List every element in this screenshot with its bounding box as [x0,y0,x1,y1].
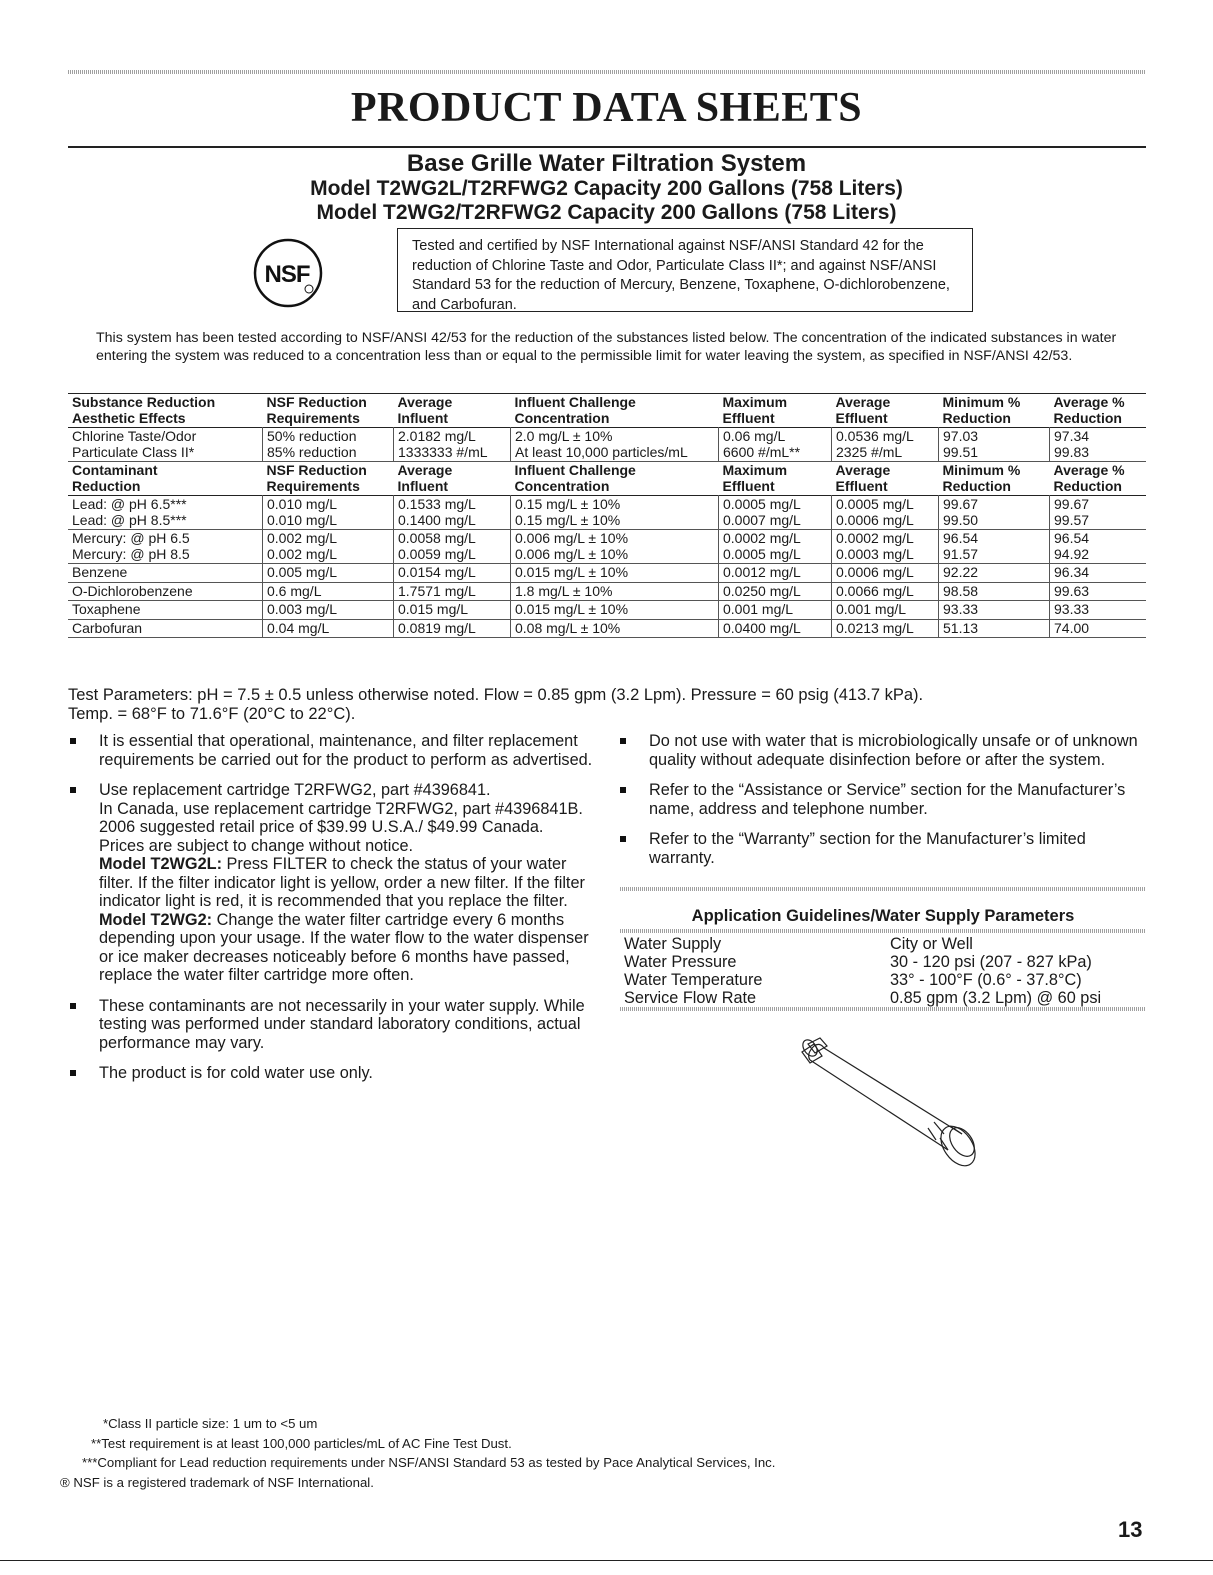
bullet-square-icon [70,1003,76,1009]
cell-line: 0.08 mg/L ± 10% [515,619,621,636]
list-item [68,781,593,985]
table-row [68,530,1146,564]
cell-line: Concentration [514,477,610,494]
model-label: Model T2WG2: [99,910,213,929]
table-cell [719,564,832,583]
table-body [68,394,1146,638]
table-cell [68,496,263,530]
bullet-text: It is essential that operational, maintenance, and filter replacement requirements be carried out for the product to perform as advertised. [99,732,593,769]
cell-line: 0.002 mg/L [267,545,338,562]
cell-line: Effluent [835,409,888,426]
table-cell [263,530,394,564]
guideline-row [620,953,1146,971]
cell-line: 1333333 #/mL [398,443,488,460]
table-cell [1050,564,1147,583]
table-cell [832,530,939,564]
cell-line: 1.8 mg/L ± 10% [515,582,613,599]
table-cell [511,496,719,530]
cell-line: 0.0006 mg/L [836,511,914,528]
cell-line: 0.015 mg/L [398,601,469,617]
cell-line: 99.83 [1054,443,1090,460]
dotted-rule [620,1007,1146,1011]
table-cell [832,496,939,530]
cell-line: 0.001 mg/L [723,601,794,617]
table-cell [263,564,394,583]
bullet-text: In Canada, use replacement cartridge T2RFWG2, part #4396841B. 2006 suggested retail price of $39.99 U.S.A./ $49.99 Canada. Prices are subject to change without notice. [99,799,583,855]
table-cell [1050,530,1147,564]
cell-line: 99.67 [943,496,979,512]
bullet-square-icon [620,738,626,744]
cell-line: Lead: @ pH 6.5*** [72,496,187,512]
cell-line: 0.0005 mg/L [836,496,914,512]
table-cell [68,428,263,462]
reduction-performance-table [68,393,1146,638]
cell-line: 0.002 mg/L [267,530,338,546]
bullet-square-icon [70,787,76,793]
cell-line: Average [835,394,891,410]
bullet-text: Refer to the “Warranty” section for the Manufacturer’s limited warranty. [649,830,1086,867]
table-header-cell [719,394,832,428]
table-cell [394,601,511,620]
guideline-label: Water Supply [624,935,722,953]
cell-line: 74.00 [1054,619,1090,636]
cell-line: 96.34 [1054,564,1090,580]
cell-line: Requirements [266,477,360,494]
table-header-cell [939,462,1050,496]
cell-line: Substance Reduction [72,394,216,410]
guidelines-body [620,935,1146,1007]
cell-line: Average [397,394,453,410]
cell-line: 0.0066 mg/L [836,582,914,599]
cell-line: 0.0213 mg/L [836,619,914,636]
model-t2wg2l-note [99,855,593,911]
cell-line: 2.0 mg/L ± 10% [515,428,613,444]
bullet-square-icon [620,787,626,793]
cell-line: 96.54 [1054,530,1090,546]
cell-line: Mercury: @ pH 6.5 [72,530,190,546]
bullet-square-icon [70,1070,76,1076]
test-parameters-line: Temp. = 68°F to 71.6°F (20°C to 22°C). [68,705,356,723]
cell-line: Effluent [835,477,888,494]
cell-line: 99.67 [1054,496,1090,512]
cell-line: 97.34 [1054,428,1090,444]
cell-line: 50% reduction [267,428,357,444]
bullet-text: The product is for cold water use only. [99,1064,373,1082]
page-title: PRODUCT DATA SHEETS [350,85,863,131]
cell-line: Minimum % [942,462,1021,478]
table-cell [719,428,832,462]
table-row [68,601,1146,620]
model-capacity-line: Model T2WG2/T2RFWG2 Capacity 200 Gallons (758 Liters) [316,201,897,224]
cell-line: 0.005 mg/L [267,564,338,580]
cell-line: NSF Reduction [266,462,367,478]
list-item [68,1064,593,1083]
cell-line: Average [835,462,891,478]
cell-line: 0.0005 mg/L [723,545,801,562]
cell-line: 91.57 [943,545,979,562]
list-item [618,830,1146,867]
table-cell [832,428,939,462]
cell-line: Reduction [72,477,141,494]
table-row [68,496,1146,530]
cell-line: Particulate Class II* [72,443,195,460]
cell-line: 6600 #/mL** [723,443,801,460]
cell-line: 93.33 [1054,601,1090,617]
cell-line: Influent [397,409,449,426]
model-label: Model T2WG2L: [99,855,223,873]
cell-line: 0.003 mg/L [267,601,338,617]
guideline-label: Water Pressure [624,953,737,971]
cell-line: Reduction [942,409,1011,426]
table-cell [719,619,832,638]
nsf-logo-icon [253,238,323,308]
table-header-cell [394,394,511,428]
table-row [68,564,1146,583]
table-cell [394,496,511,530]
list-item [618,732,1146,769]
cell-line: At least 10,000 particles/mL [515,443,688,460]
table-cell [832,619,939,638]
cell-line: Concentration [514,409,610,426]
cell-line: Effluent [722,477,775,494]
table-header-cell [394,462,511,496]
guideline-value: 30 - 120 psi (207 - 827 kPa) [890,953,1092,971]
cell-line: 0.0819 mg/L [398,619,476,636]
cell-line: 0.15 mg/L ± 10% [515,496,621,512]
guidelines-title: Application Guidelines/Water Supply Parameters [691,907,1075,925]
cell-line: O-Dichlorobenzene [72,582,193,599]
cell-line: 0.006 mg/L ± 10% [515,545,629,562]
cell-line: 0.1400 mg/L [398,511,476,528]
guideline-row [620,971,1146,989]
table-cell [1050,428,1147,462]
cell-line: 0.0536 mg/L [836,428,914,444]
table-cell [939,428,1050,462]
table-header-cell [263,462,394,496]
table-header-cell [68,462,263,496]
cell-line: 99.50 [943,511,979,528]
title-rule [68,146,1146,148]
cell-line: Reduction [942,477,1011,494]
cell-line: Influent [397,477,449,494]
bullet-text: Use replacement cartridge T2RFWG2, part #4396841. [99,781,491,799]
table-cell [394,564,511,583]
table-cell [68,564,263,583]
cell-line: 2325 #/mL [836,443,903,460]
cell-line: 94.92 [1054,545,1090,562]
table-header-cell [832,394,939,428]
cell-line: 0.0007 mg/L [723,511,801,528]
bullet-text: Do not use with water that is microbiologically unsafe or of unknown quality without adequate disinfection before or after the system. [649,732,1138,769]
table-header-cell [511,394,719,428]
footnotes [60,1414,1060,1492]
cell-line: NSF Reduction [266,394,367,410]
guideline-label: Service Flow Rate [624,989,757,1007]
table-cell [1050,601,1147,620]
cell-line: 97.03 [943,428,979,444]
table-cell [68,582,263,601]
cell-line: Minimum % [942,394,1021,410]
table-cell [832,564,939,583]
guidelines-table [620,935,1146,1007]
table-header-row [68,394,1146,428]
cell-line: 0.015 mg/L ± 10% [515,601,629,617]
cell-line: 93.33 [943,601,979,617]
top-dotted-rule [68,70,1146,74]
table-header-cell [832,462,939,496]
certification-text: Tested and certified by NSF International against NSF/ANSI Standard 42 for the reduction of Chlorine Taste and Odor, Particulate Class II*; and against NSF/ANSI Standard 53 for the reduction of Mercury, Benzene, Toxaphene, O-dichlorobenzene, and Carbofuran. [412,238,950,313]
cell-line: Lead: @ pH 8.5*** [72,511,187,528]
cell-line: Maximum [722,462,788,478]
table-cell [939,601,1050,620]
list-item [618,781,1146,818]
model-note-text: Change the water filter cartridge every 6 months depending upon your usage. If the water flow to the water dispenser or ice maker decreases noticeably before 6 months have passed, replace the water filter cartridge more often. [99,910,589,984]
cell-line: 0.0012 mg/L [723,564,801,580]
bullet-square-icon [70,738,76,744]
cell-line: 0.0002 mg/L [836,530,914,546]
table-cell [939,619,1050,638]
guideline-value: City or Well [890,935,973,953]
table-cell [511,428,719,462]
cell-line: 0.0002 mg/L [723,530,801,546]
table-cell [394,530,511,564]
dotted-rule [620,887,1146,891]
right-column [618,732,1146,879]
footnote: ***Compliant for Lead reduction requirements under NSF/ANSI Standard 53 as tested by Pace Analytical Services, Inc. [82,1455,776,1470]
test-parameters [68,686,1138,724]
cell-line: 99.63 [1054,582,1090,599]
certification-box [397,228,973,312]
application-guidelines [620,887,1146,1011]
cell-line: 92.22 [943,564,979,580]
bullet-square-icon [620,836,626,842]
cell-line: Toxaphene [72,601,141,617]
model-capacity-line: Model T2WG2L/T2RFWG2 Capacity 200 Gallons (758 Liters) [310,177,903,200]
nsf-logo-text: NSF [264,261,310,288]
table-header-row [68,462,1146,496]
table-cell [939,496,1050,530]
bullet-text: Refer to the “Assistance or Service” section for the Manufacturer’s name, address and telephone number. [649,781,1126,818]
cell-line: 0.0006 mg/L [836,564,914,580]
guideline-label: Water Temperature [624,971,763,989]
table-cell [1050,619,1147,638]
cell-line: 0.1533 mg/L [398,496,476,512]
cell-line: Reduction [1053,477,1122,494]
test-parameters-line: Test Parameters: pH = 7.5 ± 0.5 unless otherwise noted. Flow = 0.85 gpm (3.2 Lpm). Pressure = 60 psig (413.7 kPa). [68,686,924,704]
system-title: Base Grille Water Filtration System [406,150,807,177]
intro-paragraph: This system has been tested according to NSF/ANSI 42/53 for the reduction of the substances listed below. The concentration of the indicated substances in water entering the system was reduced to a concentration less than or equal to the permissible limit for water leaving the system, as specified in NSF/ANSI 42/53. [96,330,1117,364]
cell-line: 0.0005 mg/L [723,496,801,512]
table-cell [719,530,832,564]
table-header-cell [263,394,394,428]
left-column [68,732,593,1095]
cell-line: Average % [1053,394,1125,410]
cell-line: 98.58 [943,582,979,599]
cell-line: 96.54 [943,530,979,546]
cell-line: 0.6 mg/L [267,582,322,599]
cell-line: Benzene [72,564,128,580]
cell-line: 2.0182 mg/L [398,428,476,444]
cell-line: 0.001 mg/L [836,601,907,617]
table-cell [1050,582,1147,601]
cell-line: Effluent [722,409,775,426]
cell-line: 1.7571 mg/L [398,582,476,599]
footnote: ® NSF is a registered trademark of NSF International. [60,1474,374,1490]
cell-line: 0.0003 mg/L [836,545,914,562]
cell-line: Average % [1053,462,1125,478]
cell-line: Contaminant [72,462,158,478]
cell-line: 0.006 mg/L ± 10% [515,530,629,546]
table-cell [511,564,719,583]
guideline-row [620,935,1146,953]
cell-line: 0.0059 mg/L [398,545,476,562]
table-cell [68,530,263,564]
table-cell [263,601,394,620]
model-note-text: Press FILTER to check the status of your water filter. If the filter indicator light is yellow, order a new filter. If the filter indicator light is red, it is recommended that you replace the filter. [99,855,585,910]
cell-line: Maximum [722,394,788,410]
footnote: **Test requirement is at least 100,000 particles/mL of AC Fine Test Dust. [91,1435,512,1451]
table-cell [394,619,511,638]
bullet-text: These contaminants are not necessarily in your water supply. While testing was performed under standard laboratory conditions, actual performance may vary. [99,996,585,1052]
guideline-value: 0.85 gpm (3.2 Lpm) @ 60 psi [890,989,1102,1007]
table-cell [511,601,719,620]
table-cell [511,530,719,564]
table-cell [719,582,832,601]
cell-line: Carbofuran [72,619,143,636]
table-header-cell [511,462,719,496]
table-header-cell [939,394,1050,428]
table-cell [68,619,263,638]
table-row [68,428,1146,462]
cell-line: 0.015 mg/L ± 10% [515,564,629,580]
cell-line: 51.13 [943,619,979,636]
cell-line: 0.15 mg/L ± 10% [515,511,621,528]
cell-line: 99.57 [1054,511,1090,528]
table-cell [939,564,1050,583]
guideline-value: 33° - 100°F (0.6° - 37.8°C) [890,971,1082,989]
cell-line: Influent Challenge [514,394,636,410]
cell-line: 0.04 mg/L [267,619,330,636]
page-number: 13 [1118,1517,1143,1542]
cell-line: 99.51 [943,443,979,460]
cell-line: 0.0400 mg/L [723,619,801,636]
table-cell [263,496,394,530]
table-cell [719,601,832,620]
table-cell [719,496,832,530]
cell-line: 0.06 mg/L [723,428,786,444]
bottom-rule [0,1560,1213,1561]
cell-line: Chlorine Taste/Odor [72,428,197,444]
table-row [68,619,1146,638]
table-header-cell [719,462,832,496]
cell-line: Reduction [1053,409,1122,426]
footnote: *Class II particle size: 1 um to <5 um [103,1416,318,1431]
cell-line: Mercury: @ pH 8.5 [72,545,190,562]
cell-line: 0.010 mg/L [267,496,338,512]
table-row [68,582,1146,601]
cell-line: 0.0058 mg/L [398,530,476,546]
cell-line: 85% reduction [267,443,357,460]
filter-cartridge-icon [780,1030,990,1170]
dotted-rule [620,929,1146,933]
table-cell [263,582,394,601]
table-cell [511,582,719,601]
table-cell [939,530,1050,564]
guideline-row [620,989,1146,1007]
cell-line: 0.010 mg/L [267,511,338,528]
table-header-cell [1050,462,1147,496]
table-cell [939,582,1050,601]
table-cell [511,619,719,638]
table-cell [263,619,394,638]
table-cell [263,428,394,462]
table-cell [832,601,939,620]
table-header-cell [1050,394,1147,428]
cell-line: 0.0250 mg/L [723,582,801,599]
cell-line: Requirements [266,409,360,426]
table-cell [1050,496,1147,530]
table-cell [68,601,263,620]
cell-line: Average [397,462,453,478]
list-item [68,732,593,769]
model-t2wg2-note [99,911,593,985]
table-cell [394,582,511,601]
table-cell [832,582,939,601]
list-item [68,997,593,1053]
cell-line: 0.0154 mg/L [398,564,476,580]
cell-line: Aesthetic Effects [72,409,186,426]
cell-line: Influent Challenge [514,462,636,478]
table-header-cell [68,394,263,428]
table-cell [394,428,511,462]
